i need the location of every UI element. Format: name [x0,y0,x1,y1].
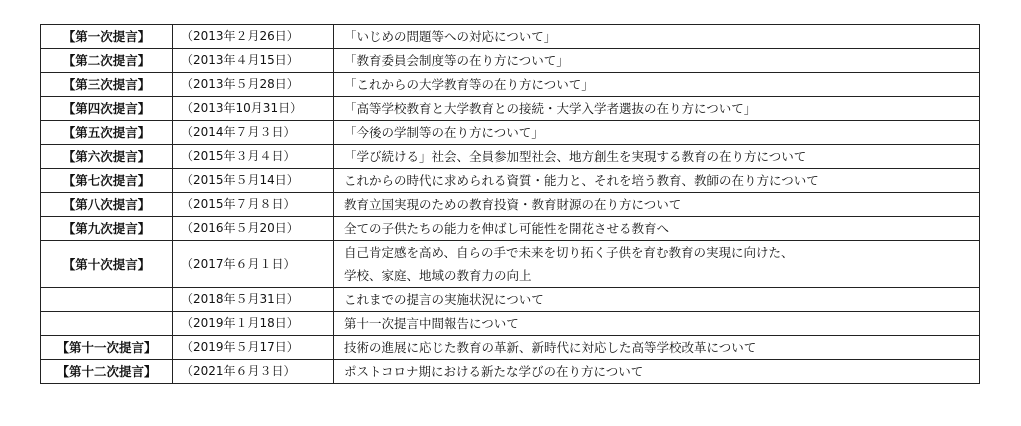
proposal-date: （2013年10月31日） [173,97,334,121]
proposal-title: 全ての子供たちの能力を伸ばし可能性を開花させる教育へ [334,217,980,241]
proposal-label [41,312,173,336]
proposal-label: 【第十一次提言】 [41,336,173,360]
proposal-date: （2021年６月３日） [173,360,334,384]
proposal-title-line-2: 学校、家庭、地域の教育力の向上 [344,268,532,283]
table-row [41,121,980,145]
proposal-title: 第十一次提言中間報告について [334,312,980,336]
proposal-date: （2013年４月15日） [173,49,334,73]
table-row [41,73,980,97]
table-row [41,288,980,312]
proposal-label: 【第五次提言】 [41,121,173,145]
table-row [41,360,980,384]
proposal-label: 【第三次提言】 [41,73,173,97]
table-row [41,25,980,49]
proposal-label: 【第十次提言】 [41,241,173,288]
table-row [41,97,980,121]
proposal-title-line-1: 自己肯定感を高め、自らの手で未来を切り拓く子供を育む教育の実現に向けた、 [344,245,794,260]
proposal-title: 「今後の学制等の在り方について」 [334,121,980,145]
table-row [41,145,980,169]
proposal-date: （2013年５月28日） [173,73,334,97]
proposal-title: 教育立国実現のための教育投資・教育財源の在り方について [334,193,980,217]
proposal-date: （2015年５月14日） [173,169,334,193]
proposal-date: （2019年５月17日） [173,336,334,360]
proposal-label: 【第七次提言】 [41,169,173,193]
proposal-date: （2016年５月20日） [173,217,334,241]
proposal-label: 【第一次提言】 [41,25,173,49]
table-row [41,49,980,73]
proposal-label: 【第二次提言】 [41,49,173,73]
table-row [41,217,980,241]
proposal-label: 【第四次提言】 [41,97,173,121]
proposal-title: 「教育委員会制度等の在り方について」 [334,49,980,73]
proposal-date: （2014年７月３日） [173,121,334,145]
proposals-table [40,24,980,384]
proposal-title: 技術の進展に応じた教育の革新、新時代に対応した高等学校改革について [334,336,980,360]
proposal-title [334,241,980,288]
proposal-label: 【第六次提言】 [41,145,173,169]
table-row [41,312,980,336]
proposal-date: （2015年３月４日） [173,145,334,169]
proposal-title: これからの時代に求められる資質・能力と、それを培う教育、教師の在り方について [334,169,980,193]
proposal-title: 「高等学校教育と大学教育との接続・大学入学者選抜の在り方について」 [334,97,980,121]
proposal-date: （2017年６月１日） [173,241,334,288]
proposal-label [41,288,173,312]
proposal-title: ポストコロナ期における新たな学びの在り方について [334,360,980,384]
proposal-title: 「いじめの問題等への対応について」 [334,25,980,49]
proposal-title: 「これからの大学教育等の在り方について」 [334,73,980,97]
proposal-label: 【第八次提言】 [41,193,173,217]
proposal-label: 【第十二次提言】 [41,360,173,384]
proposal-date: （2015年７月８日） [173,193,334,217]
proposal-title: これまでの提言の実施状況について [334,288,980,312]
proposal-date: （2018年５月31日） [173,288,334,312]
proposal-title: 「学び続ける」社会、全員参加型社会、地方創生を実現する教育の在り方について [334,145,980,169]
table-row [41,336,980,360]
table-row [41,241,980,288]
proposal-date: （2013年２月26日） [173,25,334,49]
proposal-date: （2019年１月18日） [173,312,334,336]
table-row [41,169,980,193]
proposal-label: 【第九次提言】 [41,217,173,241]
table-row [41,193,980,217]
